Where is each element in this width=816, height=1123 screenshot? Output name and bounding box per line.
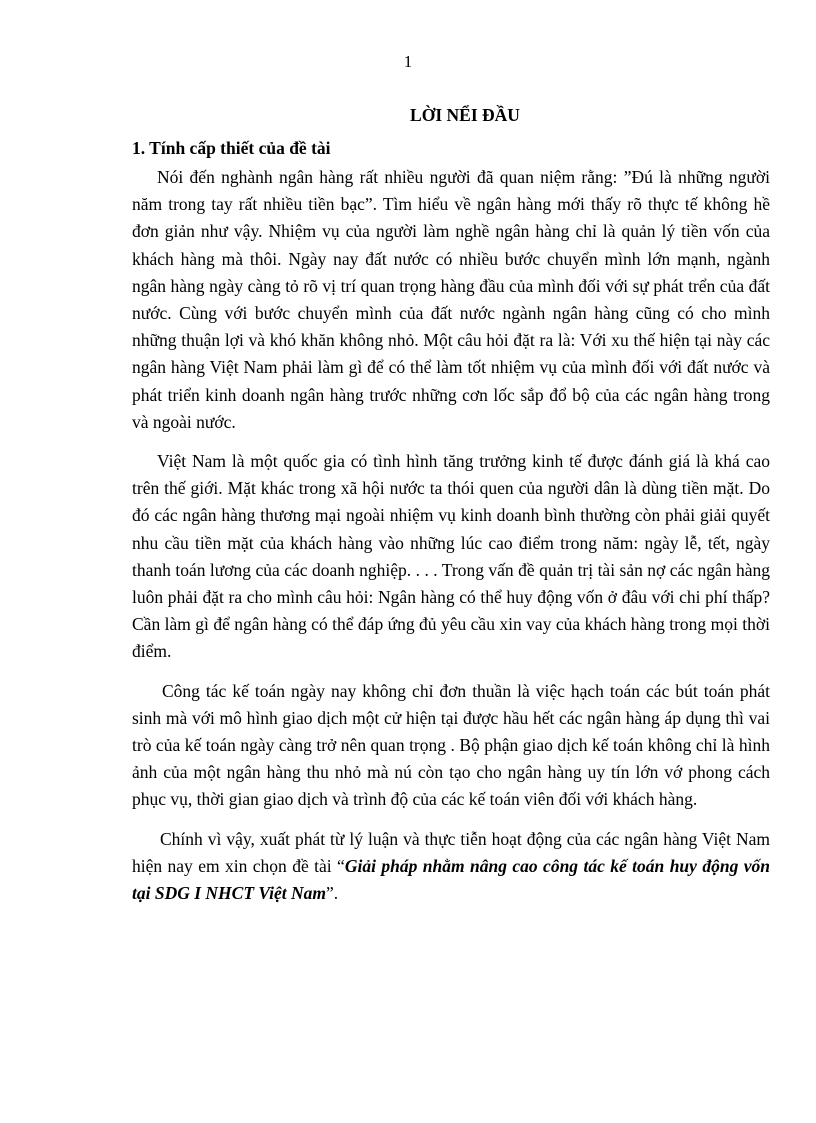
closing-tail: ”. [325,883,339,904]
section-heading: 1. Tính cấp thiết của đề tài [132,138,331,158]
page-number: 1 [403,52,413,71]
document-title: LỜI NỂI ĐẦU [410,105,520,125]
paragraph-2: Việt Nam là một quốc gia có tình hình tăng trưởng kinh tế được đánh giá là khá cao trên thế giới. Mặt khác trong xã hội nước ta thói quen của người dân là dùng tiền mặt. Do đó các ngân hàng thương mại ngoài nhiệm vụ kinh doanh bình thường còn phải giải quyết nhu cầu tiền mặt của khách hàng vào những lúc cao điểm trong năm: ngày lễ, tết, ngày thanh toán lương của các doanh nghiệp. . . . Trong vấn đề quản trị tài sản nợ các ngân hàng luôn phải đặt ra cho mình câu hỏi: Ngân hàng có thể huy động vốn ở đâu với chi phí thấp? Cần làm gì để ngân hàng có thể đáp ứng đủ yêu cầu xin vay của khách hàng trong mọi thời điểm. [132,451,770,662]
thesis-topic: Giải pháp nhằm nâng cao công tác kế toán huy động vốn tại SDG I NHCT Việt Nam [132,855,770,904]
closing-paragraph [132,826,770,908]
closing-lead: Chính vì vậy, xuất phát từ lý luận và thực tiễn hoạt động của các ngân hàng Việt Nam hiện nay em xin chọn đề tài “ [132,828,770,876]
paragraph-1: Nói đến nghành ngân hàng rất nhiều người đã quan niệm rằng: ”Đú là những người năm trong tay rất nhiều tiền bạc”. Tìm hiểu về ngân hàng mới thấy rõ thực tế không hề đơn giản như vậy. Nhiệm vụ của người làm nghề ngân hàng chỉ là quản lý tiền vốn của khách hàng mà thôi. Ngày nay đất nước có nhiều bước chuyển mình lớn mạnh, ngành ngân hàng ngày càng tỏ rõ vị trí quan trọng hàng đầu của mình đối với sự phát trển của đất nước. Cùng với bước chuyển mình của đất nước ngành ngân hàng cũng có cho mình những thuận lợi và khó khăn không nhỏ. Một câu hỏi đặt ra là: Với xu thế hiện tại này các ngân hàng Việt Nam phải làm gì để có thể làm tốt nhiệm vụ của mình đối với đất nước và phát triển kinh doanh ngân hàng trước những cơn lốc sắp đổ bộ của các ngân hàng trong và ngoài nước. [132,167,770,432]
paragraph-3: Công tác kế toán ngày nay không chỉ đơn thuần là việc hạch toán các bút toán phát sinh mà với mô hình giao dịch một cử hiện tại được hầu hết các ngân hàng áp dụng thì vai trò của kế toán ngày càng trở nên quan trọng . Bộ phận giao dịch kế toán không chỉ là hình ảnh của một ngân hàng thu nhỏ mà nú còn tạo cho ngân hàng uy tín lớn vớ phong cách phục vụ, thời gian giao dịch và trình độ của các kế toán viên đối với khách hàng. [132,680,770,810]
document-body [132,104,770,907]
